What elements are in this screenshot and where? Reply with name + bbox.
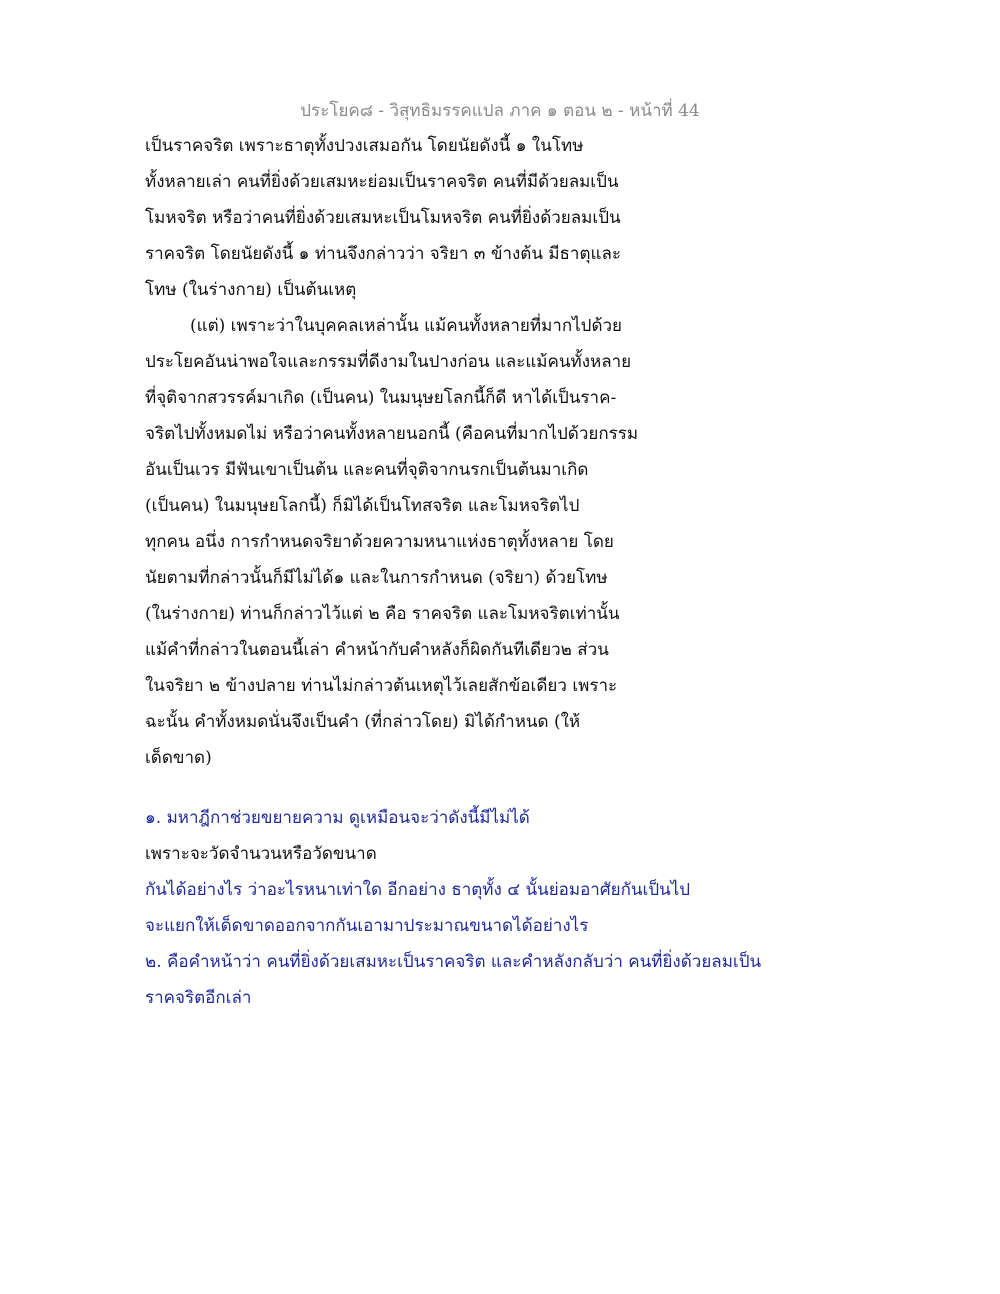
text-line: ราคจริต โดยนัยดังนี้ ๑ ท่านจึงกล่าวว่า จริยา ๓ ข้างต้น มีธาตุและ [145, 244, 622, 264]
text-line: นัยตามที่กล่าวนั้นก็มีไม่ได้๑ และในการกำหนด (จริยา) ด้วยโทษ [145, 568, 608, 588]
text-line: ฉะนั้น คำทั้งหมดนั่นจึงเป็นคำ (ที่กล่าวโดย) มิได้กำหนด (ให้ [145, 712, 581, 732]
text-line: อันเป็นเวร มีฟันเขาเป็นต้น และคนที่จุติจากนรกเป็นต้นมาเกิด [145, 460, 589, 480]
text-line: แม้คำที่กล่าวในตอนนี้เล่า คำหน้ากับคำหลังก็ผิดกันทีเดียว๒ ส่วน [145, 640, 609, 660]
text-line: เป็นราคจริต เพราะธาตุทั้งปวงเสมอกัน โดยนัยดังนี้ ๑ ในโทษ [145, 136, 584, 156]
text-line: โทษ (ในร่างกาย) เป็นต้นเหตุ [145, 280, 357, 300]
footnote-2-continued: ราคจริตอีกเล่า [145, 988, 252, 1008]
text-line: ประโยคอันน่าพอใจและกรรมที่ดีงามในปางก่อน และแม้คนทั้งหลาย [145, 352, 632, 372]
footnote-1-continued: กันได้อย่างไร ว่าอะไรหนาเท่าใด อีกอย่าง ธาตุทั้ง ๔ นั้นย่อมอาศัยกันเป็นไป [145, 880, 691, 900]
footnote-1-continued: เพราะจะวัดจำนวนหรือวัดขนาด [145, 844, 377, 864]
paragraph-first-line: (แต่) เพราะว่าในบุคคลเหล่านั้น แม้คนทั้งหลายที่มากไปด้วย [190, 316, 623, 336]
text-line: ที่จุติจากสวรรค์มาเกิด (เป็นคน) ในมนุษยโลกนี้ก็ดี หาได้เป็นราค- [145, 388, 617, 408]
text-line: โมหจริต หรือว่าคนที่ยิ่งด้วยเสมหะเป็นโมหจริต คนที่ยิ่งด้วยลมเป็น [145, 208, 621, 228]
text-line: (เป็นคน) ในมนุษยโลกนี้) ก็มิได้เป็นโทสจริต และโมหจริตไป [145, 496, 580, 516]
text-line: จริตไปทั้งหมดไม่ หรือว่าคนทั้งหลายนอกนี้ (คือคนที่มากไปด้วยกรรม [145, 424, 639, 444]
text-line: เด็ดขาด) [145, 748, 212, 768]
footnote-2: ๒. คือคำหน้าว่า คนที่ยิ่งด้วยเสมหะเป็นราคจริต และคำหลังกลับว่า คนที่ยิ่งด้วยลมเป็น [145, 952, 762, 972]
text-line: ในจริยา ๒ ข้างปลาย ท่านไม่กล่าวต้นเหตุไว้เลยสักข้อเดียว เพราะ [145, 676, 618, 696]
footnotes [145, 800, 845, 1016]
text-line: ทุกคน อนึ่ง การกำหนดจริยาด้วยความหนาแห่งธาตุทั้งหลาย โดย [145, 532, 614, 552]
main-text [145, 128, 765, 776]
footnote-1-continued: จะแยกให้เด็ดขาดออกจากกันเอามาประมาณขนาดได้อย่างไร [145, 916, 589, 936]
footnote-1: ๑. มหาฎีกาช่วยขยายความ ดูเหมือนจะว่าดังนี้มีไม่ได้ [145, 808, 530, 828]
text-line: (ในร่างกาย) ท่านก็กล่าวไว้แต่ ๒ คือ ราคจริต และโมหจริตเท่านั้น [145, 604, 620, 624]
page-header: ประโยค๘ - วิสุทธิมรรคแปล ภาค ๑ ตอน ๒ - หน้าที่ 44 [300, 101, 700, 121]
text-line: ทั้งหลายเล่า คนที่ยิ่งด้วยเสมหะย่อมเป็นราคจริต คนที่มีด้วยลมเป็น [145, 172, 619, 192]
